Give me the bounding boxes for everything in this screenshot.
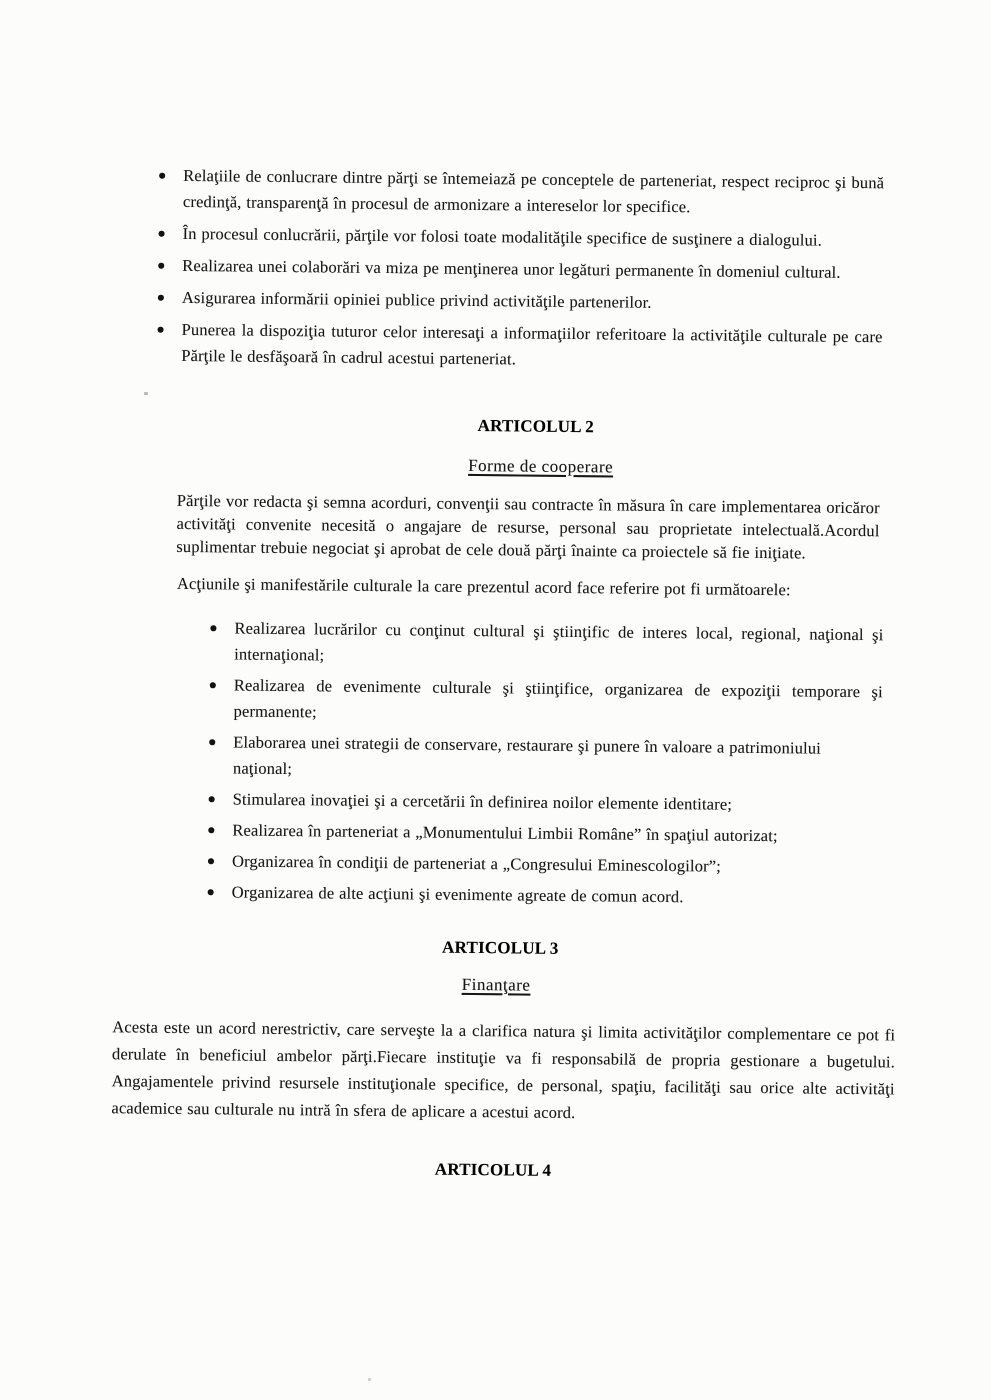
bullet-icon	[209, 739, 215, 745]
article-3-paragraph	[111, 1013, 895, 1129]
list-item	[206, 672, 883, 731]
bullet-line: internaţional;	[234, 644, 325, 665]
bullet-line: Realizarea lucrărilor cu conţinut cultural şi ştiinţific de interes local, regional, naţional şi	[234, 618, 884, 645]
bullet-icon	[210, 625, 216, 631]
bullet-line: credinţă, transparenţă în procesul de armonizare a intereselor lor specifice.	[182, 191, 691, 217]
bullet-icon	[210, 682, 216, 688]
list-item	[155, 221, 883, 255]
paragraph-line: derulate în beneficiul ambelor părţi.Fiecare instituţie va fi responsabilă de propria gestionare a bugetului.	[111, 1044, 896, 1072]
list-item	[206, 786, 882, 819]
bullet-line: Realizarea unei colaborări va miza pe menţinerea unor legături permanente în domeniul cultural.	[182, 255, 841, 282]
bullet-icon	[208, 889, 214, 895]
scan-speck	[144, 392, 148, 395]
list-item	[205, 879, 881, 912]
bullet-line: Organizarea în condiţii de parteneriat a „Congresului Eminescologilor”;	[231, 851, 722, 876]
bullet-icon	[158, 327, 164, 333]
actions-bullet-list	[204, 615, 883, 917]
bullet-line: Realizarea de evenimente culturale şi ştiinţifice, organizarea de expoziţii temporare şi	[233, 675, 883, 702]
list-item	[206, 729, 883, 788]
bullet-icon	[209, 796, 215, 802]
list-item	[154, 317, 883, 377]
bullet-icon	[159, 231, 165, 237]
article-4-heading: ARTICOLUL 4	[434, 1159, 552, 1180]
bullet-line: În procesul conlucrării, părţile vor folosi toate modalităţile specifice de susţinere a dialogului.	[182, 223, 823, 250]
paragraph-line: Angajamentele privind resursele instituţionale specifice, de personal, spaţiu, facilităţi sau orice alte activităţi	[111, 1071, 895, 1099]
list-item	[156, 163, 885, 223]
list-item	[205, 848, 881, 881]
bullet-line: Punerea la dispoziţia tuturor celor interesaţi a informaţiilor referitoare la activităţile culturale pe care	[181, 319, 883, 347]
scan-speck	[368, 1378, 371, 1381]
bullet-line: Realizarea în parteneriat a „Monumentului Limbii Române” în spaţiul autorizat;	[232, 820, 778, 846]
paragraph-line: suplimentar trebuie negociat şi aprobat de cele două părţi înainte ca proiectele să fie iniţiate.	[176, 536, 806, 563]
bullet-line: Asigurarea informării opiniei publice privind activităţile partenerilor.	[181, 287, 652, 312]
bullet-line: permanente;	[233, 701, 317, 722]
bullet-icon	[158, 263, 164, 269]
bullet-line: Stimularea inovaţiei şi a cercetării în definirea noilor elemente identitare;	[232, 789, 733, 814]
bullet-line: Elaborarea unei strategii de conservare, restaurare şi punere în valoare a patrimoniului naţional;	[232, 732, 822, 779]
list-item	[155, 253, 883, 287]
article-3-subheading: Finanţare	[461, 974, 531, 995]
bullet-line: Organizarea de alte acţiuni şi evenimente agreate de comun acord.	[231, 882, 684, 907]
list-item	[207, 615, 884, 674]
bullet-line: Relaţiile de conlucrare dintre părţi se întemeiază pe conceptele de parteneriat, respect reciproc şi bună	[183, 165, 885, 193]
bullet-icon	[158, 295, 164, 301]
bullet-icon	[159, 173, 165, 179]
bullet-icon	[208, 827, 214, 833]
paragraph-line: academice sau culturale nu intră în sfera de aplicare a acestui acord.	[111, 1098, 576, 1123]
article-2-subheading: Forme de cooperare	[468, 455, 614, 477]
list-item	[155, 285, 883, 319]
paragraph-line: Acesta este un acord nerestrictiv, care serveşte la a clarifica natura şi limita activităţilor complementare ce pot fi	[112, 1017, 896, 1045]
paragraph-line: Părţile vor redacta şi semna acorduri, convenţii sau contracte în măsura în care implementarea oricăror	[176, 490, 880, 518]
article-2-paragraph	[176, 489, 880, 565]
paragraph-line: activităţi convenite necesită o angajare de resurse, personal sau proprietate intelectuală.Acordul	[176, 513, 880, 541]
actions-intro: Acţiunile şi manifestările culturale la care prezentul acord face referire pot fi următoarele:	[176, 573, 791, 600]
bullet-line: Părţile le desfăşoară în cadrul acestui parteneriat.	[181, 345, 517, 369]
bullet-icon	[208, 858, 214, 864]
article-3-heading: ARTICOLUL 3	[442, 937, 559, 958]
article-2-heading: ARTICOLUL 2	[477, 416, 595, 437]
intro-bullet-list	[154, 163, 884, 383]
list-item	[205, 817, 881, 850]
